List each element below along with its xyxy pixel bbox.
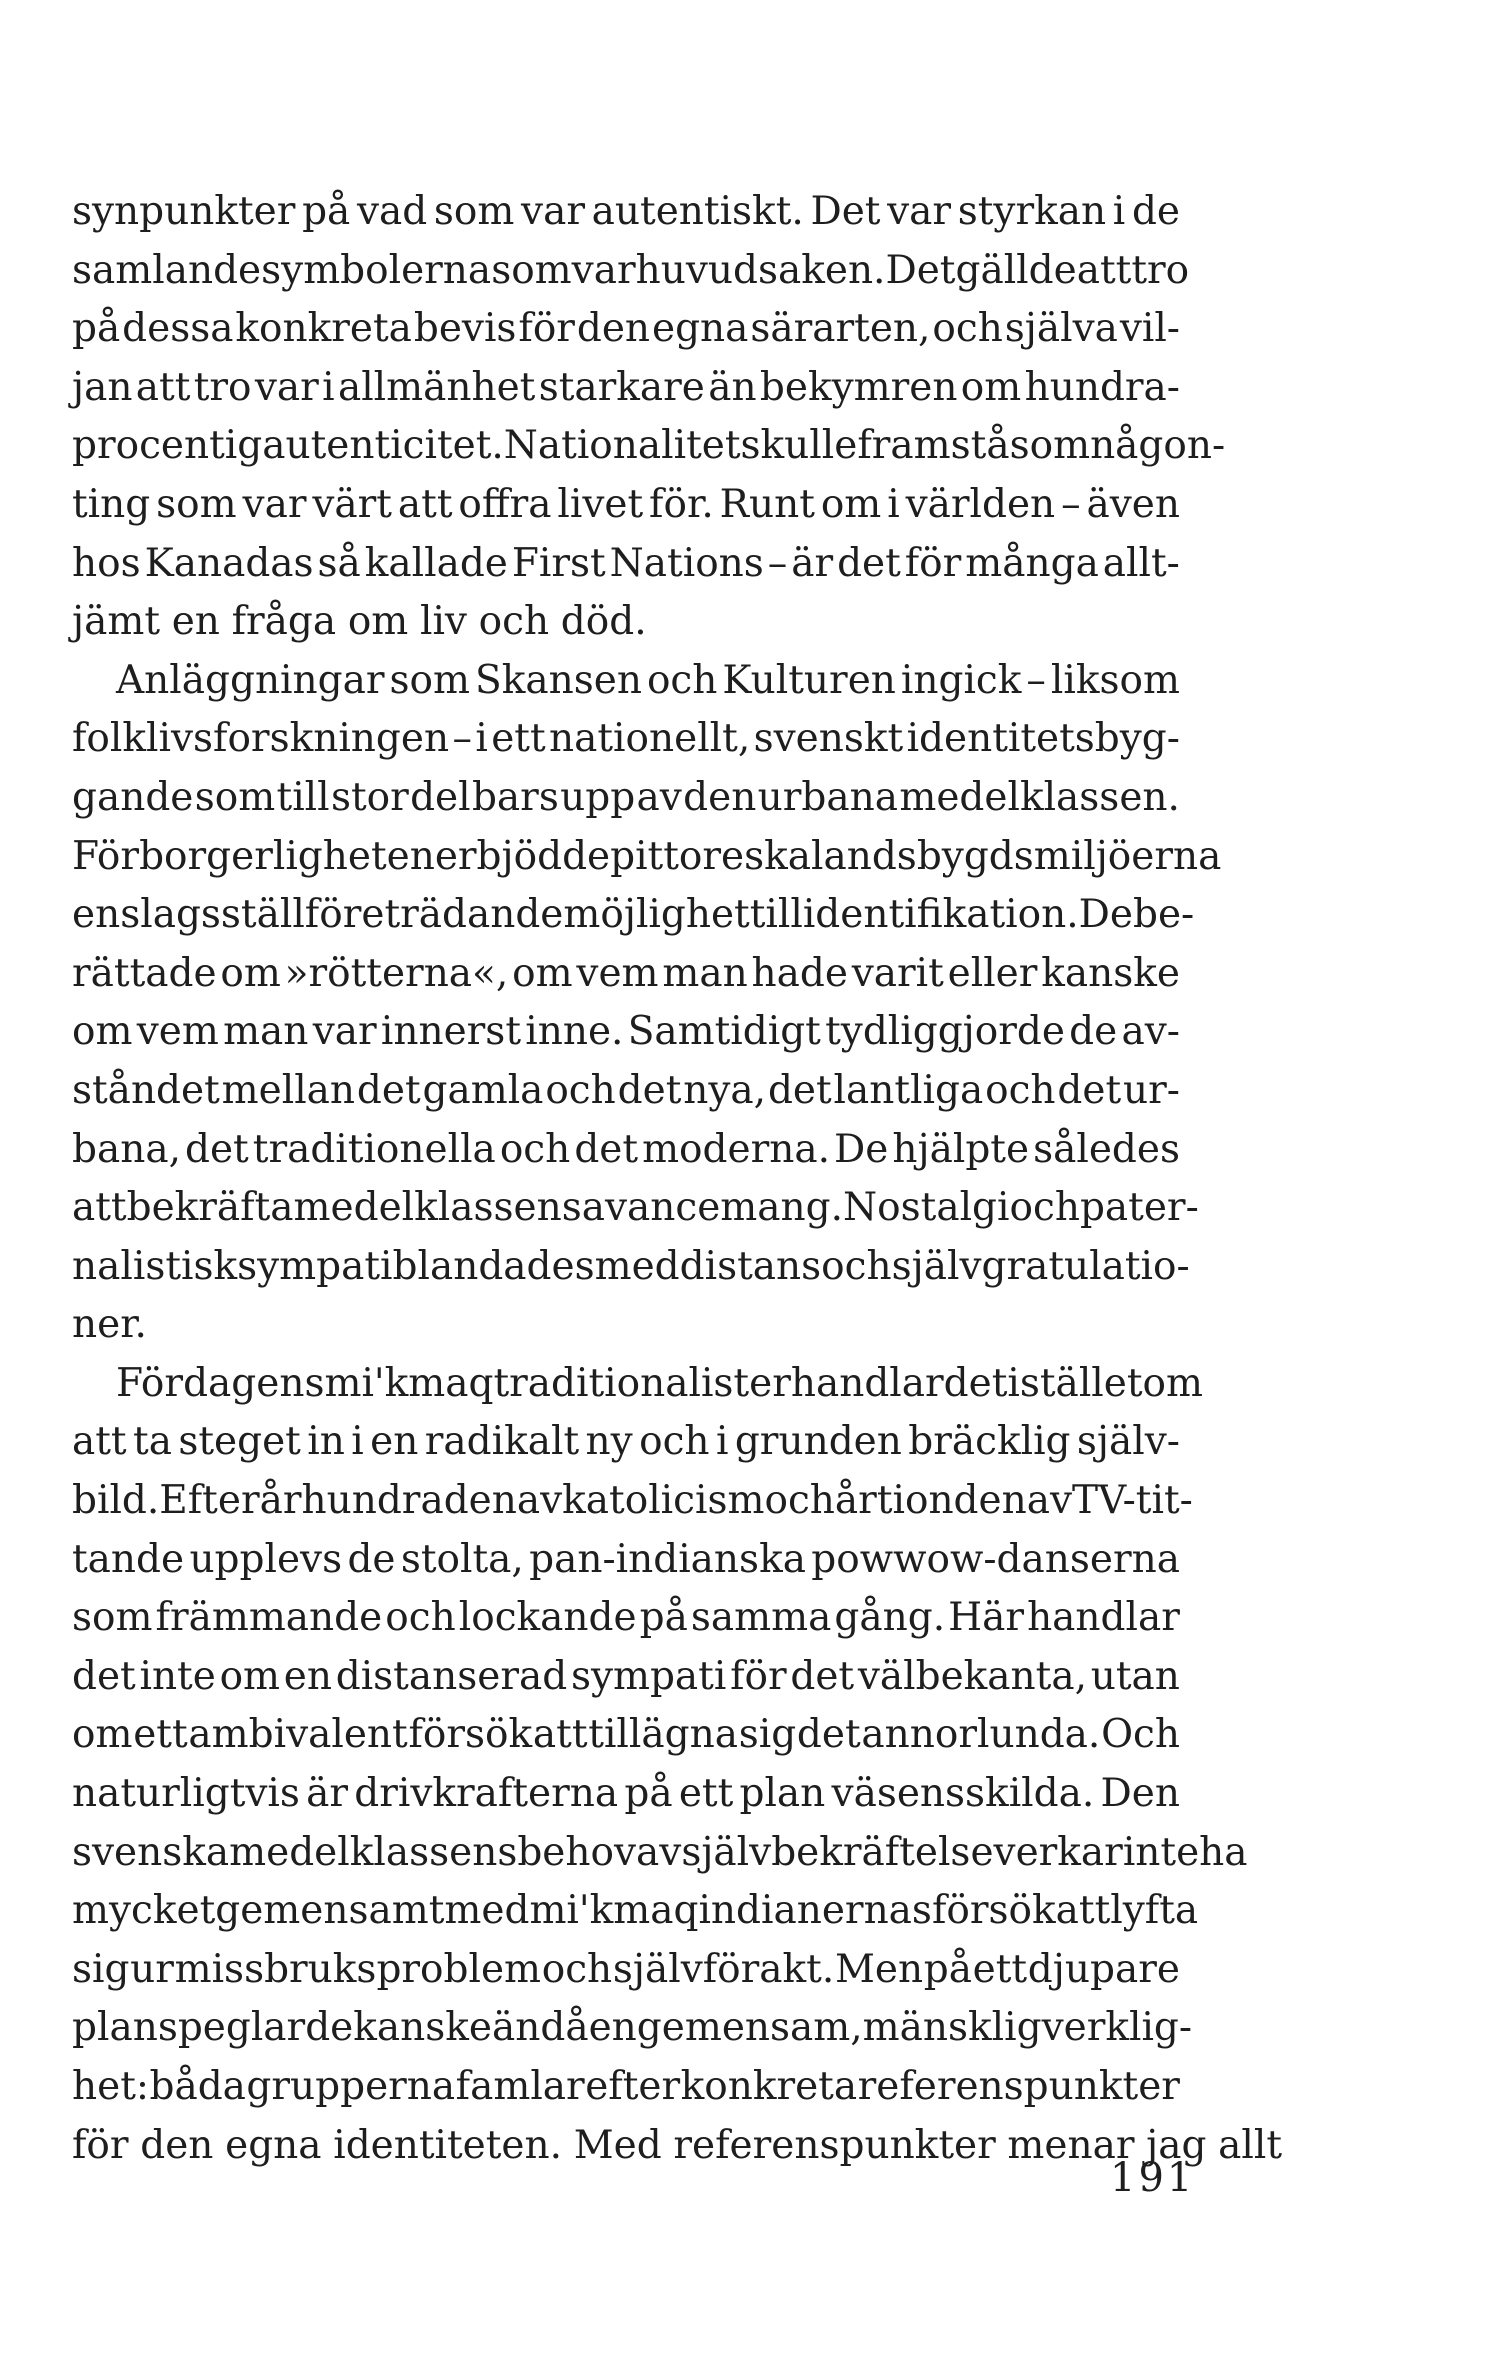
text-line: plan speglar de kanske ändå en gemensam, mänsklig verklig-	[72, 2005, 1193, 2051]
paragraph	[72, 652, 1222, 1355]
text-line: som främmande och lockande på samma gång. Här handlar	[72, 1595, 1180, 1641]
text-line: gande som till stor del bars upp av den urbana medelklassen.	[72, 774, 1180, 820]
text-line: om vem man var innerst inne. Samtidigt tydliggjorde de av-	[72, 1009, 1180, 1055]
text-line: att bekräfta medelklassens avancemang. Nostalgi och pater-	[72, 1185, 1199, 1231]
text-line: hos Kanadas så kallade First Nations – är det för många allt-	[72, 540, 1180, 586]
text-line: För dagens mi'kmaqtraditionalister handlar det i stället om	[116, 1360, 1203, 1406]
body-text	[72, 183, 1283, 2175]
text-line: att ta steget in i en radikalt ny och i grunden bräcklig själv-	[72, 1419, 1180, 1465]
text-line: Anläggningar som Skansen och Kulturen ingick – liksom	[116, 657, 1180, 703]
text-line: procentig autenticitet. Nationalitet skulle framstå som någon-	[72, 423, 1226, 469]
text-line: het: båda grupperna famlar efter konkreta referenspunkter	[72, 2064, 1180, 2109]
text-line: för den egna identiteten. Med referenspunkter menar jag allt	[72, 2122, 1283, 2168]
text-line: jan att tro var i allmänhet starkare än bekymren om hundra-	[72, 364, 1180, 410]
text-line: folklivsforskningen – i ett nationellt, svenskt identitetsbyg-	[72, 716, 1180, 762]
text-line: på dessa konkreta bevis för den egna särarten, och själva vil-	[72, 306, 1180, 352]
text-line: samlande symbolerna som var huvudsaken. Det gällde att tro	[72, 247, 1190, 293]
paragraph	[72, 1355, 1283, 2175]
text-line: tande upplevs de stolta, pan-indianska powwow-danserna	[72, 1536, 1180, 1582]
text-line: rättade om »rötterna«, om vem man hade varit eller kanske	[72, 950, 1180, 996]
paragraph	[72, 183, 1226, 652]
text-line: om ett ambivalent försök att tillägna sig det annorlunda. Och	[72, 1712, 1180, 1758]
text-line: synpunkter på vad som var autentiskt. Det var styrkan i de	[72, 189, 1180, 234]
text-line: ting som var värt att offra livet för. Runt om i världen – även	[72, 481, 1180, 527]
text-line: För borgerligheten erbjöd de pittoreska landsbygdsmiljöerna	[72, 833, 1222, 879]
text-line: ståndet mellan det gamla och det nya, det lantliga och det ur-	[72, 1067, 1180, 1113]
text-line: det inte om en distanserad sympati för det välbekanta, utan	[72, 1653, 1180, 1699]
page-number: 191	[1110, 2155, 1196, 2201]
text-line: svenska medelklassens behov av självbekräftelse verkar inte ha	[72, 1829, 1248, 1875]
text-line: bild. Efter århundraden av katolicism och årtionden av TV-tit-	[72, 1478, 1193, 1524]
text-line: nalistisk sympati blandades med distans och självgratulatio-	[72, 1243, 1190, 1289]
text-line: sig ur missbruksproblem och självförakt. Men på ett djupare	[72, 1946, 1180, 1992]
text-line: ner.	[72, 1302, 147, 1348]
text-line: naturligtvis är drivkrafterna på ett plan väsensskilda. Den	[72, 1771, 1180, 1817]
text-line: bana, det traditionella och det moderna. De hjälpte således	[72, 1126, 1180, 1172]
text-line: jämt en fråga om liv och död.	[72, 599, 647, 645]
text-line: en slags ställföreträdande möjlighet till identifikation. De be-	[72, 892, 1195, 938]
text-line: mycket gemensamt med mi'kmaqindianernas försök att lyfta	[72, 1888, 1199, 1934]
